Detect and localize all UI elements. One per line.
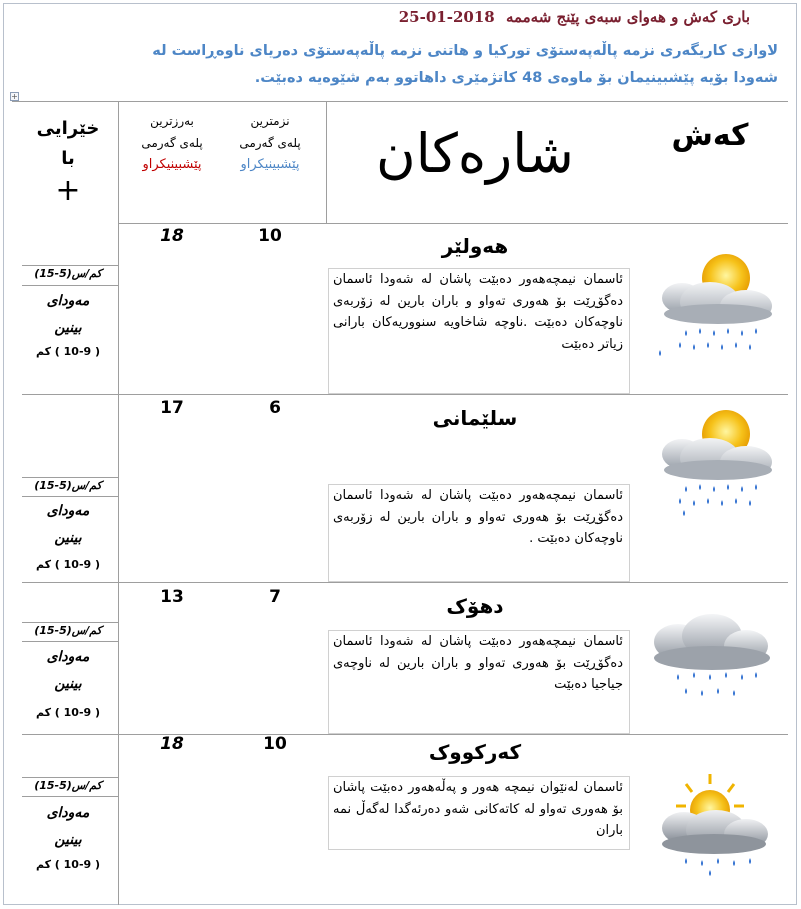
wind-speed-value: (15-5)کم/س [34,779,102,792]
wind-label-1: خێرایی [36,118,100,139]
header-weather: کەش [671,118,749,153]
max-temp-value: 17 [160,398,184,418]
visibility-label: مەودای بینین [46,293,90,336]
max-temp-value: 13 [160,587,184,607]
grid-line [22,496,118,497]
weather-description: ئاسمان لەنێوان نیمچە هەور و پەڵەهەور دەبێت پاشان بۆ هەوری تەواو لە کاتەکانی شەو دەرئەگدا لەگەڵ نمە باران [328,776,630,850]
city-name: هەولێر [441,234,509,258]
max-label-1: بەرزترین [150,114,194,128]
grid-line [22,734,788,735]
visibility-label: مەودای بینین [46,503,90,546]
title-text: باری کەش و هەوای سبەی پێنج شەممە [505,8,750,26]
grid-line [22,394,788,395]
table-move-handle-icon[interactable]: + [11,92,18,101]
grid-line [22,777,118,778]
weather-description: ئاسمان نیمچەهەور دەبێت پاشان لە شەودا ئاسمان دەگۆڕێت بۆ هەوری تەواو و باران بارین لە زۆربەی ناوچەکان دەبێت . [328,484,630,582]
visibility-range: ( 10-9 ) کم [35,345,101,358]
min-temp-value: 7 [269,587,281,607]
max-temp-value: 18 [160,226,184,246]
wind-speed-value: (15-5)کم/س [34,267,102,280]
partly-cloudy-rain-icon [654,406,778,516]
min-temp-value: 10 [263,734,287,754]
grid-line [22,285,118,286]
grid-line [22,796,118,797]
report-date: 2018-01-25 [398,8,495,26]
grid-line [22,641,118,642]
visibility-range: ( 10-9 ) کم [35,858,101,871]
visibility-range: ( 10-9 ) کم [35,706,101,719]
grid-line [22,622,118,623]
grid-line [22,265,118,266]
min-temp-value: 10 [258,226,282,246]
header-min-temp [220,110,320,176]
city-name: سلێمانی [432,406,518,430]
grid-line [22,477,118,478]
sun-cloud-rain-icon [650,770,774,880]
city-name: کەرکووک [428,740,522,764]
grid-line [118,101,119,905]
grid-line [326,101,327,223]
grid-line [118,223,788,224]
wind-speed-value: (15-5)کم/س [34,479,102,492]
min-label-3: پێشبینیکراو [240,157,300,172]
city-name: دهۆک [446,594,504,618]
weather-description: ئاسمان نیمچەهەور دەبێت پاشان لە شەودا ئاسمان دەگۆڕێت بۆ هەوری تەواو و باران بارین لە ناوچەی جیاجیا دەبێت [328,630,630,734]
max-temp-value: 18 [160,734,184,754]
wind-speed-value: (15-5)کم/س [34,624,102,637]
visibility-label: مەودای بینین [46,649,90,692]
wind-label-2: با [61,148,75,169]
header-wind-speed [22,114,114,208]
plus-icon[interactable]: + [55,173,81,208]
partly-cloudy-rain-icon [654,250,778,360]
max-label-2: پلەی گەرمی [141,136,203,150]
visibility-range: ( 10-9 ) کم [35,558,101,571]
min-label-2: پلەی گەرمی [239,136,301,150]
min-temp-value: 6 [269,398,281,418]
min-label-1: نزمترین [250,114,290,128]
cloudy-rain-icon [648,608,772,718]
weather-description: ئاسمان نیمچەهەور دەبێت پاشان لە شەودا ئاسمان دەگۆڕێت بۆ هەوری تەواو و باران بارین لە زۆربەی ناوچەکان دەبێت .ناوچە شاخاویە سنووریەکان بارانی زیاتر دەبێت [328,268,630,394]
intro-text: لاوازی کاریگەری نزمە پاڵەپەستۆی تورکیا و هاتنی نزمە پاڵەپەستۆی دەریای ناوەڕاست لە شەودا بۆیە پێشبینیمان بۆ ماوەی 48 کاتژمێری داهاتوو بەم شێوەیە دەبێت. [152,43,778,86]
grid-line [12,101,788,102]
report-title [310,8,750,30]
header-max-temp [122,110,222,176]
max-label-3: پێشبینیکراو [142,157,202,172]
visibility-label: مەودای بینین [46,805,90,848]
header-cities: شارەکان [376,122,574,185]
grid-line [22,582,788,583]
